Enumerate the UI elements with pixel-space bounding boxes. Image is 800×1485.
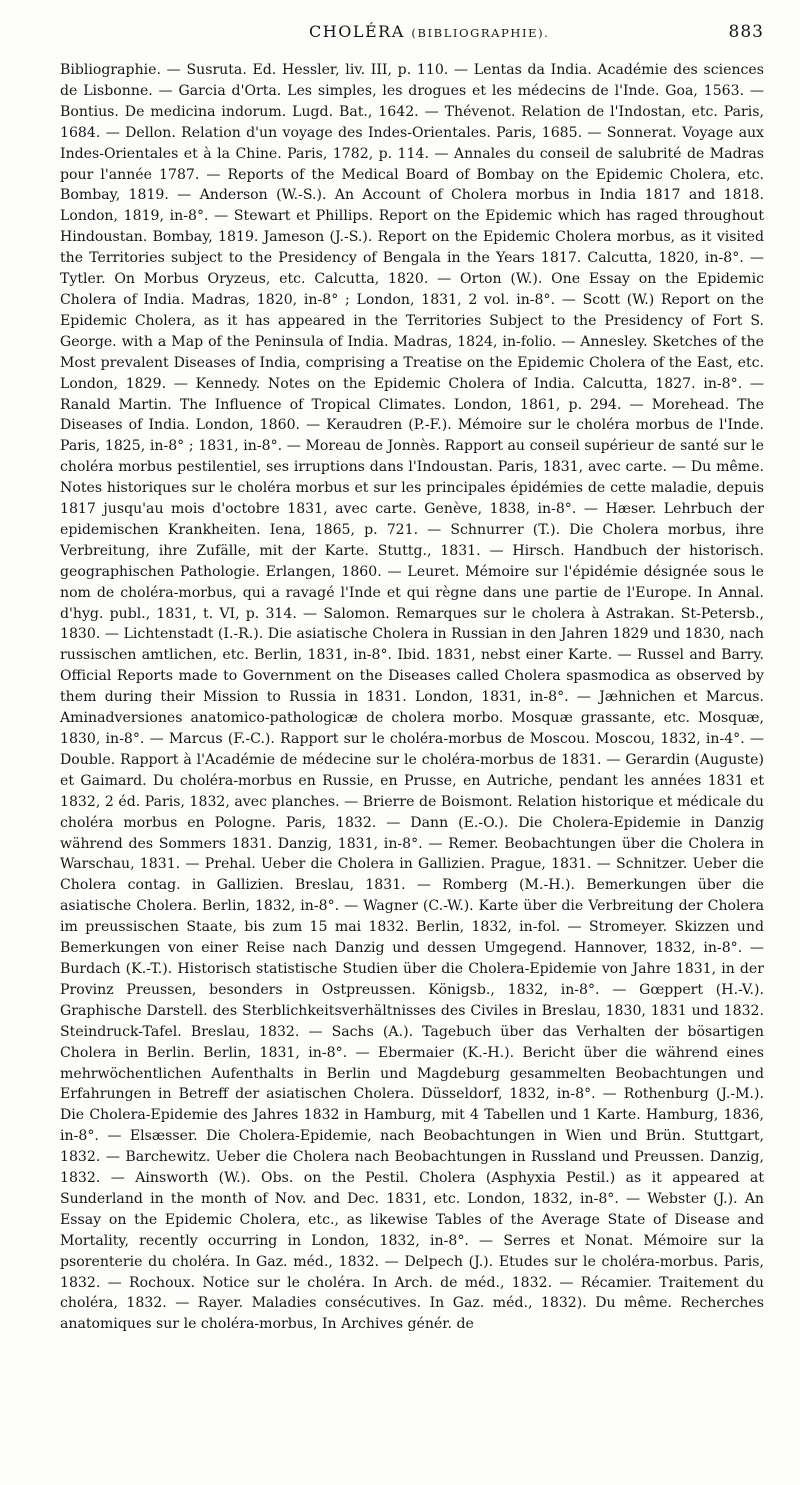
header-title: CHOLÉRA	[309, 22, 405, 41]
page-number: 883	[728, 22, 764, 42]
header-subtitle: (BIBLIOGRAPHIE).	[411, 26, 550, 40]
running-header	[60, 22, 764, 58]
bibliography-paragraph: Bibliographie. — Susruta. Ed. Hessler, liv. III, p. 110. — Lentas da India. Académie des sciences de Lisbonne. — Garcia d'Orta. Les simples, les drogues et les médecins de l'Inde. Goa, 1563. — Bontius. De medicina indorum. Lugd. Bat., 1642. — Thévenot. Relation de l'Indostan, etc. Paris, 1684. — Dellon. Relation d'un voyage des Indes-Orientales. Paris, 1685. — Sonnerat. Voyage aux Indes-Orientales et à la Chine. Paris, 1782, p. 114. — Annales du conseil de salubrité de Madras pour l'année 1787. — Reports of the Medical Board of Bombay on the Epidemic Cholera, etc. Bombay, 1819. — Anderson (W.-S.). An Account of Cholera morbus in India 1817 and 1818. London, 1819, in-8°. — Stewart et Phillips. Report on the Epidemic which has raged throughout Hindoustan. Bombay, 1819. Jameson (J.-S.). Report on the Epidemic Cholera morbus, as it visited the Territories subject to the Presidency of Bengala in the Years 1817. Calcutta, 1820, in-8°. — Tytler. On Morbus Oryzeus, etc. Calcutta, 1820. — Orton (W.). One Essay on the Epidemic Cholera of India. Madras, 1820, in-8° ; London, 1831, 2 vol. in-8°. — Scott (W.) Report on the Epidemic Cholera, as it has appeared in the Territories Subject to the Presidency of Fort S. George. with a Map of the Peninsula of India. Madras, 1824, in-folio. — Annesley. Sketches of the Most prevalent Diseases of India, comprising a Treatise on the Epidemic Cholera of the East, etc. London, 1829. — Kennedy. Notes on the Epidemic Cholera of India. Calcutta, 1827. in-8°. — Ranald Martin. The Influence of Tropical Climates. London, 1861, p. 294. — Morehead. The Diseases of India. London, 1860. — Keraudren (P.-F.). Mémoire sur le choléra morbus de l'Inde. Paris, 1825, in-8° ; 1831, in-8°. — Moreau de Jonnès. Rapport au conseil supérieur de santé sur le choléra morbus pestilentiel, ses irruptions dans l'Indoustan. Paris, 1831, avec carte. — Du même. Notes historiques sur le choléra morbus et sur les principales épidémies de cette maladie, depuis 1817 jusqu'au mois d'octobre 1831, avec carte. Genève, 1838, in-8°. — Hæser. Lehrbuch der epidemischen Krankheiten. Iena, 1865, p. 721. — Schnurrer (T.). Die Cholera morbus, ihre Verbreitung, ihre Zufälle, mit der Karte. Stuttg., 1831. — Hirsch. Handbuch der historisch. geographischen Pathologie. Erlangen, 1860. — Leuret. Mémoire sur l'épidémie désignée sous le nom de choléra-morbus, qui a ravagé l'Inde et qui règne dans une partie de l'Europe. In Annal. d'hyg. publ., 1831, t. VI, p. 314. — Salomon. Remarques sur le cholera à Astrakan. St-Petersb., 1830. — Lichtenstadt (I.-R.). Die asiatische Cholera in Russian in den Jahren 1829 und 1830, nach russischen amtlichen, etc. Berlin, 1831, in-8°. Ibid. 1831, nebst einer Karte. — Russel and Barry. Official Reports made to Government on the Diseases called Cholera spasmodica as observed by them during their Mission to Russia in 1831. London, 1831, in-8°. — Jæhnichen et Marcus. Aminadversiones anatomico-pathologicæ de cholera morbo. Mosquæ grassante, etc. Mosquæ, 1830, in-8°. — Marcus (F.-C.). Rapport sur le choléra-morbus de Moscou. Moscou, 1832, in-4°. — Double. Rapport à l'Académie de médecine sur le choléra-morbus de 1831. — Gerardin (Auguste) et Gaimard. Du choléra-morbus en Russie, en Prusse, en Autriche, pendant les années 1831 et 1832, 2 éd. Paris, 1832, avec planches. — Brierre de Boismont. Relation historique et médicale du choléra morbus en Pologne. Paris, 1832. — Dann (E.-O.). Die Cholera-Epidemie in Danzig während des Sommers 1831. Danzig, 1831, in-8°. — Remer. Beobachtungen über die Cholera in Warschau, 1831. — Prehal. Ueber die Cholera in Gallizien. Prague, 1831. — Schnitzer. Ueber die Cholera contag. in Gallizien. Breslau, 1831. — Romberg (M.-H.). Bemerkungen über die asiatische Cholera. Berlin, 1832, in-8°. — Wagner (C.-W.). Karte über die Verbreitung der Cholera im preussischen Staate, bis zum 15 mai 1832. Berlin, 1832, in-fol. — Stromeyer. Skizzen und Bemerkungen von einer Reise nach Danzig und dessen Umgegend. Hannover, 1832, in-8°. — Burdach (K.-T.). Historisch statistische Studien über die Cholera-Epidemie von Jahre 1831, in der Provinz Preussen, besonders in Ostpreussen. Königsb., 1832, in-8°. — Gœppert (H.-V.). Graphische Darstell. des Sterblichkeitsverhältnisses des Civiles in Breslau, 1830, 1831 und 1832. Steindruck-Tafel. Breslau, 1832. — Sachs (A.). Tagebuch über das Verhalten der bösartigen Cholera in Berlin. Berlin, 1831, in-8°. — Ebermaier (K.-H.). Bericht über die während eines mehrwöchentlichen Aufenthalts in Berlin und Magdeburg gesammelten Beobachtungen und Erfahrungen in Betreff der asiatischen Cholera. Düsseldorf, 1832, in-8°. — Rothenburg (J.-M.). Die Cholera-Epidemie des Jahres 1832 in Hamburg, mit 4 Tabellen und 1 Karte. Hamburg, 1836, in-8°. — Elsæsser. Die Cholera-Epidemie, nach Beobachtungen in Wien und Brün. Stuttgart, 1832. — Barchewitz. Ueber die Cholera nach Beobachtungen in Russland und Preussen. Danzig, 1832. — Ainsworth (W.). Obs. on the Pestil. Cholera (Asphyxia Pestil.) as it appeared at Sunderland in the month of Nov. and Dec. 1831, etc. London, 1832, in-8°. — Webster (J.). An Essay on the Epidemic Cholera, etc., as likewise Tables of the Average State of Disease and Mortality, recently occurring in London, 1832, in-8°. — Serres et Nonat. Mémoire sur la psorenterie du choléra. In Gaz. méd., 1832. — Delpech (J.). Etudes sur le choléra-morbus. Paris, 1832. — Rochoux. Notice sur le choléra. In Arch. de méd., 1832. — Récamier. Traitement du choléra, 1832. — Rayer. Maladies consécutives. In Gaz. méd., 1832). Du même. Recherches anatomiques sur le choléra-morbus, In Archives génér. de	[60, 62, 764, 1333]
running-title	[60, 22, 729, 41]
